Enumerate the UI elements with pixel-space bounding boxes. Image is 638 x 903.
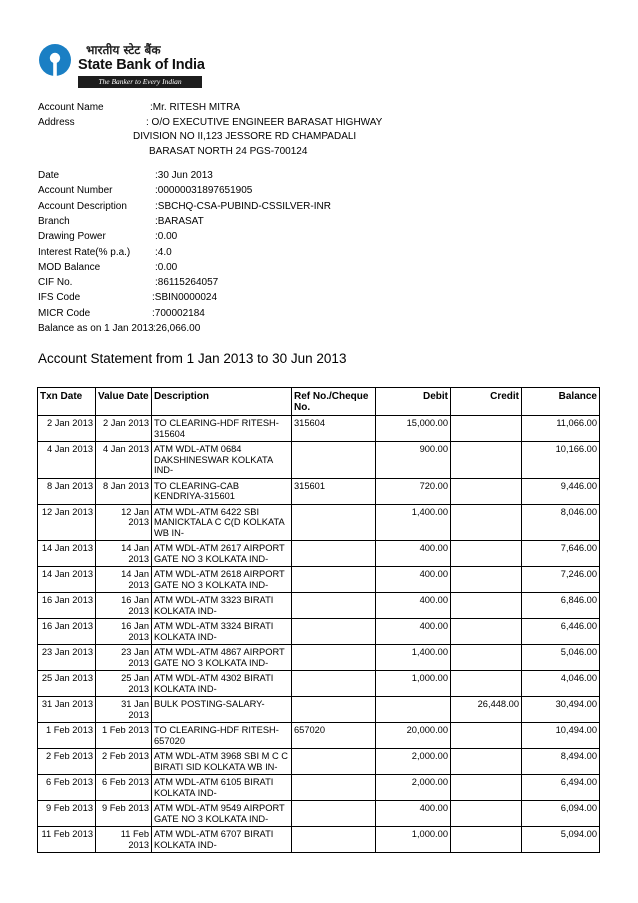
ref-cell: 315604 bbox=[292, 416, 376, 442]
field-value: :0.00 bbox=[155, 231, 178, 243]
txn-date-cell: 6 Feb 2013 bbox=[38, 775, 96, 801]
debit-cell: 1,400.00 bbox=[376, 645, 451, 671]
address-line-1: : O/O EXECUTIVE ENGINEER BARASAT HIGHWAY bbox=[146, 117, 383, 128]
ref-cell bbox=[292, 775, 376, 801]
field-value: :SBIN0000024 bbox=[152, 292, 218, 304]
col-balance: Balance bbox=[522, 388, 600, 416]
credit-cell: 26,448.00 bbox=[451, 697, 522, 723]
balance-cell: 5,046.00 bbox=[522, 645, 600, 671]
debit-cell: 400.00 bbox=[376, 619, 451, 645]
balance-cell: 11,066.00 bbox=[522, 416, 600, 442]
credit-cell bbox=[451, 723, 522, 749]
col-debit: Debit bbox=[376, 388, 451, 416]
field-label: MICR Code bbox=[38, 307, 91, 319]
table-row bbox=[38, 504, 600, 541]
balance-cell: 8,494.00 bbox=[522, 749, 600, 775]
value-date-cell: 16 Jan 2013 bbox=[96, 593, 152, 619]
debit-cell: 400.00 bbox=[376, 593, 451, 619]
field-value: :BARASAT bbox=[155, 215, 204, 227]
field-label: Interest Rate(% p.a.) bbox=[38, 246, 131, 258]
debit-cell: 1,000.00 bbox=[376, 827, 451, 853]
account-name-label: Account Name bbox=[38, 102, 104, 113]
ref-cell bbox=[292, 645, 376, 671]
credit-cell bbox=[451, 504, 522, 541]
description-cell: ATM WDL-ATM 4867 AIRPORT GATE NO 3 KOLKATA IND- bbox=[152, 645, 292, 671]
balance-cell: 10,494.00 bbox=[522, 723, 600, 749]
balance-cell: 30,494.00 bbox=[522, 697, 600, 723]
balance-cell: 9,446.00 bbox=[522, 478, 600, 504]
table-row bbox=[38, 619, 600, 645]
value-date-cell: 6 Feb 2013 bbox=[96, 775, 152, 801]
transactions-table bbox=[37, 387, 600, 853]
value-date-cell: 31 Jan 2013 bbox=[96, 697, 152, 723]
txn-date-cell: 9 Feb 2013 bbox=[38, 801, 96, 827]
table-row bbox=[38, 775, 600, 801]
debit-cell: 400.00 bbox=[376, 801, 451, 827]
debit-cell: 900.00 bbox=[376, 442, 451, 479]
debit-cell: 400.00 bbox=[376, 567, 451, 593]
ref-cell bbox=[292, 442, 376, 479]
ref-cell bbox=[292, 541, 376, 567]
statement-title: Account Statement from 1 Jan 2013 to 30 Jun 2013 bbox=[38, 351, 347, 366]
value-date-cell: 14 Jan 2013 bbox=[96, 567, 152, 593]
txn-date-cell: 23 Jan 2013 bbox=[38, 645, 96, 671]
txn-date-cell: 25 Jan 2013 bbox=[38, 671, 96, 697]
value-date-cell: 12 Jan 2013 bbox=[96, 504, 152, 541]
description-cell: ATM WDL-ATM 3324 BIRATI KOLKATA IND- bbox=[152, 619, 292, 645]
description-cell: ATM WDL-ATM 3323 BIRATI KOLKATA IND- bbox=[152, 593, 292, 619]
txn-date-cell: 14 Jan 2013 bbox=[38, 541, 96, 567]
debit-cell: 720.00 bbox=[376, 478, 451, 504]
credit-cell bbox=[451, 541, 522, 567]
field-value: :86115264057 bbox=[155, 277, 219, 289]
credit-cell bbox=[451, 801, 522, 827]
description-cell: ATM WDL-ATM 6707 BIRATI KOLKATA IND- bbox=[152, 827, 292, 853]
field-value: :26,066.00 bbox=[153, 323, 201, 334]
ref-cell bbox=[292, 671, 376, 697]
field-label: Drawing Power bbox=[38, 231, 106, 243]
balance-cell: 6,446.00 bbox=[522, 619, 600, 645]
balance-cell: 4,046.00 bbox=[522, 671, 600, 697]
value-date-cell: 8 Jan 2013 bbox=[96, 478, 152, 504]
txn-date-cell: 31 Jan 2013 bbox=[38, 697, 96, 723]
txn-date-cell: 16 Jan 2013 bbox=[38, 593, 96, 619]
field-label: IFS Code bbox=[38, 292, 81, 304]
field-label: Account Number bbox=[38, 185, 113, 197]
field-label: MOD Balance bbox=[38, 261, 101, 273]
sbi-logo bbox=[38, 41, 208, 93]
description-cell: ATM WDL-ATM 2617 AIRPORT GATE NO 3 KOLKATA IND- bbox=[152, 541, 292, 567]
description-cell: ATM WDL-ATM 6422 SBI MANICKTALA C C(D KOLKATA WB IN- bbox=[152, 504, 292, 541]
txn-date-cell: 2 Feb 2013 bbox=[38, 749, 96, 775]
ref-cell bbox=[292, 593, 376, 619]
description-cell: ATM WDL-ATM 9549 AIRPORT GATE NO 3 KOLKATA IND- bbox=[152, 801, 292, 827]
value-date-cell: 2 Feb 2013 bbox=[96, 749, 152, 775]
value-date-cell: 25 Jan 2013 bbox=[96, 671, 152, 697]
table-row bbox=[38, 442, 600, 479]
txn-date-cell: 8 Jan 2013 bbox=[38, 478, 96, 504]
balance-cell: 7,246.00 bbox=[522, 567, 600, 593]
description-cell: ATM WDL-ATM 2618 AIRPORT GATE NO 3 KOLKATA IND- bbox=[152, 567, 292, 593]
field-value: :700002184 bbox=[152, 307, 205, 319]
table-row bbox=[38, 541, 600, 567]
col-ref: Ref No./Cheque No. bbox=[292, 388, 376, 416]
description-cell: TO CLEARING-HDF RITESH-657020 bbox=[152, 723, 292, 749]
table-row bbox=[38, 749, 600, 775]
table-row bbox=[38, 416, 600, 442]
field-value: :4.0 bbox=[155, 246, 172, 258]
field-label: Branch bbox=[38, 215, 70, 227]
field-value: :0.00 bbox=[155, 261, 178, 273]
description-cell: TO CLEARING-HDF RITESH-315604 bbox=[152, 416, 292, 442]
table-row bbox=[38, 697, 600, 723]
description-cell: ATM WDL-ATM 6105 BIRATI KOLKATA IND- bbox=[152, 775, 292, 801]
txn-date-cell: 16 Jan 2013 bbox=[38, 619, 96, 645]
table-row bbox=[38, 567, 600, 593]
credit-cell bbox=[451, 671, 522, 697]
credit-cell bbox=[451, 567, 522, 593]
field-value: :30 Jun 2013 bbox=[155, 170, 213, 181]
address-line-3: BARASAT NORTH 24 PGS-700124 bbox=[149, 146, 308, 157]
description-cell: TO CLEARING-CAB KENDRIYA-315601 bbox=[152, 478, 292, 504]
ref-cell bbox=[292, 749, 376, 775]
account-name-value: :Mr. RITESH MITRA bbox=[150, 102, 240, 113]
balance-cell: 7,646.00 bbox=[522, 541, 600, 567]
field-label: Account Description bbox=[38, 200, 127, 212]
credit-cell bbox=[451, 645, 522, 671]
ref-cell bbox=[292, 619, 376, 645]
value-date-cell: 9 Feb 2013 bbox=[96, 801, 152, 827]
debit-cell bbox=[376, 697, 451, 723]
txn-date-cell: 2 Jan 2013 bbox=[38, 416, 96, 442]
balance-cell: 8,046.00 bbox=[522, 504, 600, 541]
txn-date-cell: 4 Jan 2013 bbox=[38, 442, 96, 479]
table-row bbox=[38, 827, 600, 853]
debit-cell: 2,000.00 bbox=[376, 749, 451, 775]
table-header-row bbox=[38, 388, 600, 416]
value-date-cell: 16 Jan 2013 bbox=[96, 619, 152, 645]
table-row bbox=[38, 801, 600, 827]
credit-cell bbox=[451, 442, 522, 479]
table-row bbox=[38, 478, 600, 504]
ref-cell bbox=[292, 801, 376, 827]
debit-cell: 15,000.00 bbox=[376, 416, 451, 442]
debit-cell: 1,000.00 bbox=[376, 671, 451, 697]
table-row bbox=[38, 723, 600, 749]
sbi-keyhole-icon bbox=[38, 43, 72, 77]
ref-cell: 657020 bbox=[292, 723, 376, 749]
address-label: Address bbox=[38, 117, 75, 128]
credit-cell bbox=[451, 827, 522, 853]
field-label: Balance as on 1 Jan 2013 bbox=[38, 323, 154, 334]
debit-cell: 20,000.00 bbox=[376, 723, 451, 749]
field-label: Date bbox=[38, 170, 60, 181]
credit-cell bbox=[451, 416, 522, 442]
value-date-cell: 23 Jan 2013 bbox=[96, 645, 152, 671]
bank-tagline: The Banker to Every Indian bbox=[78, 76, 202, 88]
address-line-2: DIVISION NO II,123 JESSORE RD CHAMPADALI bbox=[133, 131, 357, 142]
description-cell: ATM WDL-ATM 0684 DAKSHINESWAR KOLKATA IND- bbox=[152, 442, 292, 479]
col-value-date: Value Date bbox=[96, 388, 152, 416]
debit-cell: 1,400.00 bbox=[376, 504, 451, 541]
description-cell: ATM WDL-ATM 4302 BIRATI KOLKATA IND- bbox=[152, 671, 292, 697]
field-value: :SBCHQ-CSA-PUBIND-CSSILVER-INR bbox=[155, 200, 331, 212]
ref-cell: 315601 bbox=[292, 478, 376, 504]
balance-cell: 5,094.00 bbox=[522, 827, 600, 853]
col-credit: Credit bbox=[451, 388, 522, 416]
value-date-cell: 14 Jan 2013 bbox=[96, 541, 152, 567]
txn-date-cell: 1 Feb 2013 bbox=[38, 723, 96, 749]
bank-name-hindi: भारतीय स्टेट बैंक bbox=[86, 43, 161, 57]
balance-cell: 6,494.00 bbox=[522, 775, 600, 801]
description-cell: ATM WDL-ATM 3968 SBI M C C BIRATI SID KOLKATA WB IN- bbox=[152, 749, 292, 775]
value-date-cell: 4 Jan 2013 bbox=[96, 442, 152, 479]
credit-cell bbox=[451, 619, 522, 645]
col-txn-date: Txn Date bbox=[38, 388, 96, 416]
value-date-cell: 1 Feb 2013 bbox=[96, 723, 152, 749]
field-label: CIF No. bbox=[38, 277, 73, 289]
txn-date-cell: 14 Jan 2013 bbox=[38, 567, 96, 593]
ref-cell bbox=[292, 697, 376, 723]
debit-cell: 2,000.00 bbox=[376, 775, 451, 801]
credit-cell bbox=[451, 478, 522, 504]
field-value: :00000031897651905 bbox=[155, 185, 253, 197]
txn-date-cell: 12 Jan 2013 bbox=[38, 504, 96, 541]
value-date-cell: 2 Jan 2013 bbox=[96, 416, 152, 442]
col-description: Description bbox=[152, 388, 292, 416]
credit-cell bbox=[451, 749, 522, 775]
ref-cell bbox=[292, 504, 376, 541]
credit-cell bbox=[451, 775, 522, 801]
txn-date-cell: 11 Feb 2013 bbox=[38, 827, 96, 853]
debit-cell: 400.00 bbox=[376, 541, 451, 567]
ref-cell bbox=[292, 567, 376, 593]
balance-cell: 6,846.00 bbox=[522, 593, 600, 619]
credit-cell bbox=[451, 593, 522, 619]
value-date-cell: 11 Feb 2013 bbox=[96, 827, 152, 853]
table-row bbox=[38, 671, 600, 697]
balance-cell: 6,094.00 bbox=[522, 801, 600, 827]
bank-name: State Bank of India bbox=[78, 57, 205, 73]
table-row bbox=[38, 593, 600, 619]
table-row bbox=[38, 645, 600, 671]
balance-cell: 10,166.00 bbox=[522, 442, 600, 479]
description-cell: BULK POSTING-SALARY- bbox=[152, 697, 292, 723]
ref-cell bbox=[292, 827, 376, 853]
